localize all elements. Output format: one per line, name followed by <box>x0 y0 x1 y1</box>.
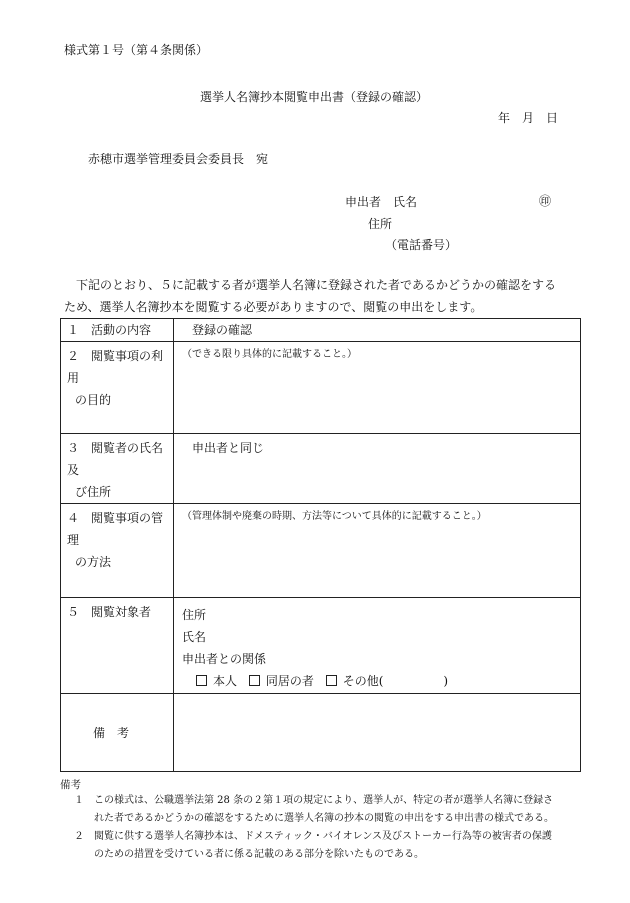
footnote-2-line2: のための措置を受けている者に係る記載のある部分を除いたものである。 <box>94 849 424 860</box>
table-row-viewer <box>61 434 581 504</box>
applicant-address-label: 住所 <box>368 217 393 231</box>
purpose-label <box>61 342 174 434</box>
footnote-2 <box>74 828 574 864</box>
table-row-management <box>61 504 581 598</box>
footnote-1 <box>74 792 574 828</box>
viewer-label-line2: び住所 <box>75 485 112 499</box>
seal-mark: ㊞ <box>539 194 552 208</box>
footnote-2-number: ２ <box>74 831 84 842</box>
target-relation-label: 申出者との関係 <box>182 652 267 666</box>
purpose-label-line2: の目的 <box>75 393 112 407</box>
management-field[interactable] <box>174 504 581 598</box>
footnote-2-line1: 閲覧に供する選挙人名簿抄本は、ドメスティック・バイオレンス及びストーカー行為等の被害者の保護 <box>94 831 552 842</box>
intro-paragraph: 下記のとおり、５に記載する者が選挙人名簿に登録された者であるかどうかの確認をするため、選挙人名簿抄本を閲覧する必要がありますので、閲覧の申出をします。 <box>64 278 557 314</box>
target-address-label: 住所 <box>182 608 207 622</box>
purpose-label-line1: ２ 閲覧事項の利用 <box>67 349 164 385</box>
relation-options <box>182 670 574 692</box>
application-table <box>60 318 581 772</box>
viewer-label <box>61 434 174 504</box>
management-label <box>61 504 174 598</box>
option-self-label: 本人 <box>213 674 238 688</box>
checkbox-self[interactable] <box>196 675 207 686</box>
management-note: （管理体制や廃棄の時期、方法等について具体的に記載すること。） <box>182 511 487 522</box>
purpose-field[interactable] <box>174 342 581 434</box>
activity-value: 登録の確認 <box>174 319 581 342</box>
addressee: 赤穂市選挙管理委員会委員長 宛 <box>88 152 269 166</box>
viewer-value[interactable]: 申出者と同じ <box>174 434 581 504</box>
target-name-label: 氏名 <box>182 630 207 644</box>
date-line: 年 月 日 <box>498 111 559 125</box>
checkbox-cohabitant[interactable] <box>249 675 260 686</box>
table-row-activity <box>61 319 581 342</box>
table-row-purpose <box>61 342 581 434</box>
footnotes-heading: 備考 <box>60 779 81 791</box>
management-label-line1: ４ 閲覧事項の管理 <box>67 511 164 547</box>
footnote-1-number: １ <box>74 795 84 806</box>
form-number: 様式第１号（第４条関係） <box>64 43 209 57</box>
footnote-1-line2: れた者であるかどうかの確認をするために選挙人名簿の抄本の閲覧の申出をする申出書の様式である。 <box>94 813 554 824</box>
target-label: ５ 閲覧対象者 <box>61 598 174 694</box>
applicant-phone-label: （電話番号） <box>385 238 458 252</box>
viewer-label-line1: ３ 閲覧者の氏名及 <box>67 441 164 477</box>
management-label-line2: の方法 <box>75 555 112 569</box>
document-title: 選挙人名簿抄本閲覧申出書（登録の確認） <box>200 90 429 104</box>
activity-label: １ 活動の内容 <box>61 319 174 342</box>
option-cohabitant-label: 同居の者 <box>265 674 314 688</box>
table-row-remarks <box>61 694 581 772</box>
option-other-label: その他( ) <box>342 674 449 688</box>
remarks-label: 備考 <box>61 694 174 772</box>
checkbox-other[interactable] <box>326 675 337 686</box>
purpose-note: （できる限り具体的に記載すること。） <box>182 349 357 360</box>
footnote-1-line1: この様式は、公職選挙法第 28 条の２第１項の規定により、選挙人が、特定の者が選挙人名簿に登録さ <box>94 795 554 806</box>
table-row-target <box>61 598 581 694</box>
remarks-field[interactable] <box>174 694 581 772</box>
applicant-name-label: 申出者 氏名 <box>345 195 418 209</box>
target-field <box>174 598 581 694</box>
